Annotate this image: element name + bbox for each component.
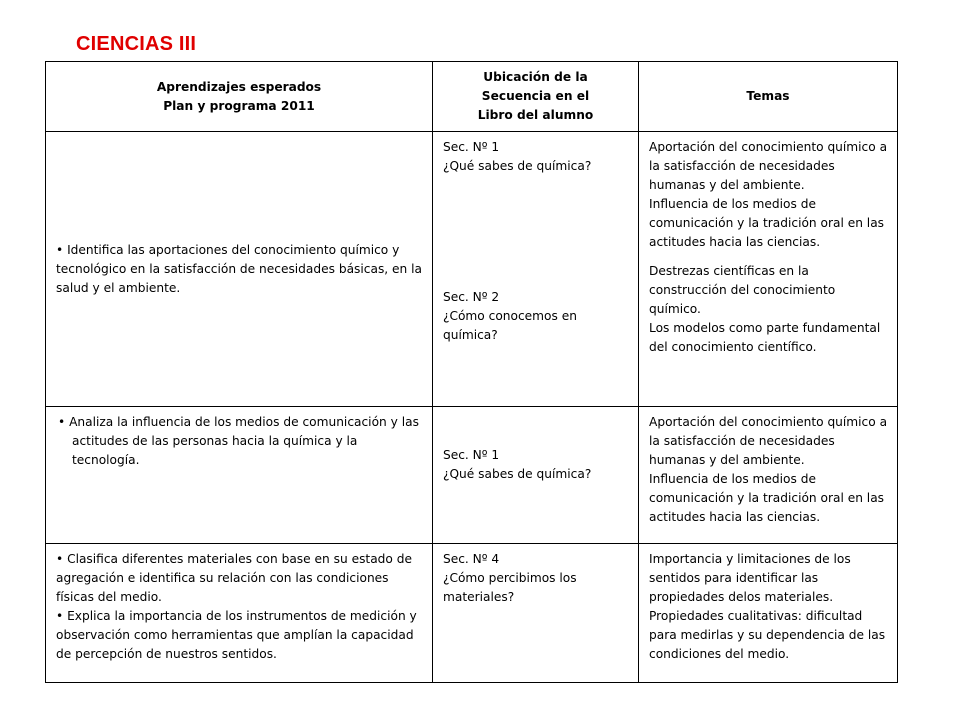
header-ubicacion: Ubicación de la Secuencia en el Libro del alumno [433,62,639,132]
table-header-row [46,62,898,132]
aprendizaje-cell [46,544,433,683]
secuencia-cell: Sec. Nº 4 ¿Cómo percibimos los materiales? [433,544,639,683]
temas-cell: Aportación del conocimiento químico a la satisfacción de necesidades humanas y del ambiente. Influencia de los medios de comunicación y la tradición oral en las actitudes hacia las ciencias. [639,407,898,544]
header-temas: Temas [639,62,898,132]
temas-cell: Importancia y limitaciones de los sentidos para identificar las propiedades delos materiales. Propiedades cualitativas: dificultad para medirlas y su dependencia de las condiciones del medio. [639,544,898,683]
curriculum-table [45,61,898,683]
table-row [46,407,898,544]
aprendizaje-text: • Identifica las aportaciones del conocimiento químico y tecnológico en la satisfacción de necesidades básicas, en la salud y el ambiente. [56,243,422,295]
aprendizaje-text: • Analiza la influencia de los medios de comunicación y las actitudes de las personas hacia la química y la tecnología. [58,415,419,467]
secuencia-cell: Sec. Nº 1 ¿Qué sabes de química? [433,407,639,544]
secuencia-cell: Sec. Nº 1 ¿Qué sabes de química? Sec. Nº 2 ¿Cómo conocemos en química? [433,132,639,407]
header-aprendizajes: Aprendizajes esperados Plan y programa 2011 [46,62,433,132]
table-row [46,544,898,683]
aprendizaje-text: • Explica la importancia de los instrumentos de medición y observación como herramientas que amplían la capacidad de percepción de nuestros sentidos. [56,609,417,661]
table-row [46,132,898,407]
temas-cell: Aportación del conocimiento químico a la satisfacción de necesidades humanas y del ambiente. Influencia de los medios de comunicación y la tradición oral en las actitudes hacia las ciencias. Destrezas científicas en la construcción del conocimiento químico. Los modelos como parte fundamental del conocimiento científico. [639,132,898,407]
aprendizaje-cell [46,132,433,407]
aprendizaje-text: • Clasifica diferentes materiales con base en su estado de agregación e identifica su relación con las condiciones físicas del medio. [56,552,412,604]
page-title: CIENCIAS III [76,33,197,55]
aprendizaje-cell [46,407,433,544]
